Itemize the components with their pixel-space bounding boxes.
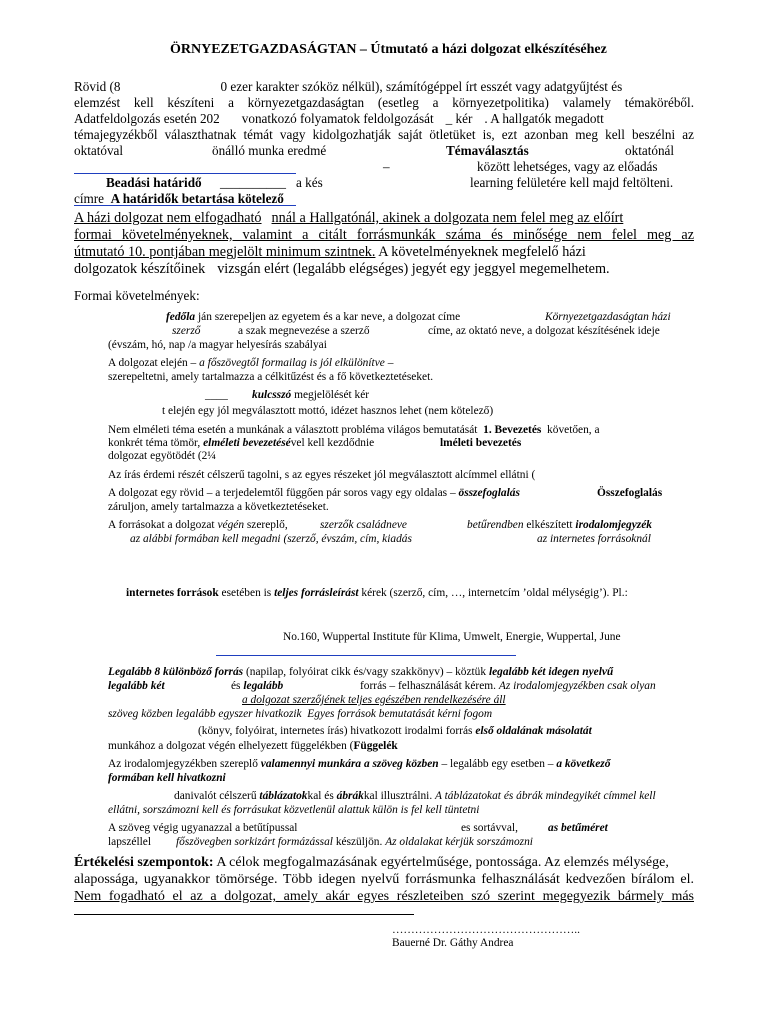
text: kal és (307, 790, 334, 802)
text: internetes források (126, 587, 219, 599)
list-item: dolgozat egyötödét (2¼ (108, 450, 216, 462)
intro-line (74, 111, 604, 126)
blue-underline (216, 655, 516, 656)
text: forrás – felhasználását kérem. (360, 680, 496, 692)
list-item: legalább két (108, 680, 165, 692)
intro-topic-choice: Témaválasztás (446, 143, 529, 158)
text: Adatfeldolgozás esetén 202 (74, 111, 220, 126)
list-item: lapszéllel (108, 836, 152, 848)
text: legalább (243, 680, 284, 692)
text: útmutató 10. pontjában megjelölt minimum szintnek. (74, 244, 376, 260)
list-item (108, 708, 492, 721)
text: megjelölését kér (294, 389, 370, 401)
text: . A hallgatók megadott (484, 111, 604, 126)
text: Az oldalakat kérjük sorszámozni (385, 836, 533, 848)
list-item: Az írás érdemi részét célszerű tagolni, s az egyes részeket jól megválasztott alcímmel ellátni ( (108, 469, 536, 481)
text: danivalót célszerű (174, 790, 257, 802)
signature-name: Bauerné Dr. Gáthy Andrea (392, 937, 514, 949)
text: követően, a (547, 424, 600, 436)
page-title: ÖRNYEZETGAZDASÁGTAN – Útmutató a házi dolgozat elkészítéséhez (170, 42, 607, 57)
text: Értékelési szempontok: (74, 855, 214, 870)
text: Az irodalomjegyzékben csak olyan (498, 680, 656, 692)
list-item: Környezetgazdaságtan házi (545, 311, 671, 323)
blue-underline (74, 205, 296, 206)
list-item: az internetes forrásoknál (537, 533, 651, 545)
list-item: címe, az oktató neve, a dolgozat készítésének ideje (428, 325, 660, 337)
list-item (108, 501, 329, 514)
text: A célok megfogalmazásának egyértelműsége, pontossága. Az elemzés mélysége, (216, 855, 669, 870)
text: összefoglalás (458, 487, 520, 499)
intro-line: elemzést kell készíteni a környezetgazdaságtan (esetleg a környezetpolitika) valamely témaköréből. (74, 95, 694, 110)
text: és (231, 680, 241, 692)
signature-dots: ………………………………………….. (392, 924, 580, 936)
text: szereplő, (246, 519, 288, 531)
text: nnál a Hallgatónál, akinek a dolgozata nem felel meg az előírt (271, 210, 624, 226)
formal-requirements-heading: Formai követelmények: (74, 288, 200, 303)
text: _ kér (445, 111, 473, 126)
list-item (108, 357, 393, 370)
list-item: szerző (172, 325, 201, 337)
list-item: az alábbi formában kell megadni (szerző, évszám, cím, kiadás (130, 533, 412, 545)
intro-line (74, 191, 284, 206)
list-item: a szak megnevezése a szerző (238, 325, 370, 337)
text: Függelék (353, 740, 398, 752)
text: szöveg közben legalább egyszer hivatkozik (108, 708, 302, 720)
text: elméleti bevezetésé (203, 437, 291, 449)
list-item: ellátni, sorszámozni kell és forrásukat közvetlenül alattuk külön is fel kell tüntetni (108, 804, 480, 816)
list-item: lméleti bevezetés (440, 437, 522, 449)
text: vizsgán elért (legalább elégséges) jegyét egy jeggyel megemelhetem. (217, 261, 610, 277)
list-item (108, 740, 398, 753)
evaluation-line: Nem fogadható el az a dolgozat, amely akár egyes részleteiben szó szerint megegyezik bármely más (74, 889, 694, 904)
text: a következő (556, 758, 611, 770)
text: irodalomjegyzék (575, 519, 652, 531)
text: A dolgozat egy rövid – a terjedelemtől függően pár soros vagy egy oldalas – (108, 487, 456, 499)
intro-line: oktatónál (625, 143, 675, 158)
intro-line: – (383, 159, 390, 174)
intro-line: learning felületére kell majd feltölteni. (470, 175, 674, 190)
text: Az irodalomjegyzékben szereplő (108, 758, 258, 770)
text: 0 ezer karakter szóköz nélkül), számítógéppel írt esszét vagy adatgyűjtést és (220, 79, 623, 94)
list-item (108, 437, 374, 450)
text: vonatkozó folyamatok feldolgozását (241, 111, 434, 126)
intro-line: a kés (296, 175, 323, 190)
text: készüljön. (335, 836, 383, 848)
text: címre (74, 191, 105, 206)
text: valamennyi munkára a szöveg közben (260, 758, 439, 770)
text: Nem elméleti téma esetén a munkának a választott probléma világos bemutatását (108, 424, 478, 436)
divider (74, 914, 414, 915)
text: Egyes források bemutatását kérni fogom (307, 708, 493, 720)
text: (könyv, folyóirat, internetes írás) hivatkozott irodalmi forrás (198, 725, 473, 737)
list-item (108, 424, 600, 437)
warning-line: formai követelményeknek, valamint a citált forrásmunkák száma és minősége nem felel meg az (74, 227, 694, 243)
text: – legalább egy esetben – (441, 758, 554, 770)
intro-line: önálló munka eredmé (212, 143, 327, 158)
list-item: No.160, Wuppertal Institute für Klima, Umwelt, Energie, Wuppertal, June (283, 631, 621, 643)
list-item: as betűméret (548, 822, 608, 834)
list-item: a dolgozat szerzőjének teljes egészében rendelkezésére áll (242, 694, 506, 706)
evaluation-line: alapossága, ugyanakkor tömörsége. Több idegen nyelvű forrásmunka felhasználását kedvezően bírálom el. (74, 872, 694, 887)
text: kérek (szerző, cím, …, internetcím ’oldal mélységig’). Pl.: (361, 587, 628, 599)
deadline-mandatory: A határidők betartása kötelező (110, 191, 284, 206)
blue-underline (74, 173, 296, 174)
text: 1. Bevezetés (483, 424, 542, 436)
list-item (126, 587, 628, 600)
warning-line (74, 210, 623, 226)
text: A dolgozat elején – (108, 357, 197, 369)
text: teljes forrásleírást (274, 587, 359, 599)
text: kulcsszó (252, 389, 292, 401)
text: vel kell kezdődnie (290, 437, 375, 449)
text: (napilap, folyóirat cikk és/vagy szakkönyv) – köztük (245, 666, 487, 678)
list-item (108, 666, 613, 679)
text: A forrásokat a dolgozat (108, 519, 215, 531)
list-item (198, 725, 592, 738)
list-item: es sortávval, (461, 822, 518, 834)
list-item (108, 519, 288, 532)
list-item (108, 758, 610, 771)
list-item: Összefoglalás (597, 487, 663, 499)
text: első oldalának másolatát (475, 725, 592, 737)
deadline-label: Beadási határidő (106, 175, 202, 190)
text: elkészített (526, 519, 573, 531)
text: ján szerepeljen az egyetem és a kar neve, a dolgozat címe (197, 311, 461, 323)
text: fedőla (166, 311, 196, 323)
text: A követelményeknek megfelelő házi (378, 244, 586, 260)
text: Rövid (8 (74, 79, 121, 94)
intro-line: között lehetséges, vagy az előadás (477, 159, 658, 174)
list-item (360, 680, 656, 693)
list-item: ____ (205, 389, 228, 401)
warning-line (74, 244, 586, 260)
text: A táblázatokat és ábrák mindegyikét címmel kell (435, 790, 656, 802)
intro-line (74, 79, 622, 94)
text: konkrét téma tömör, (108, 437, 201, 449)
list-item: szerzők családneve (320, 519, 407, 531)
text: A házi dolgozat nem elfogadható (74, 210, 262, 226)
text: betűrendben (467, 519, 524, 531)
text: a főszövegtől formailag is jól elkülönítve (199, 357, 385, 369)
warning-line (74, 261, 610, 277)
list-item: (évszám, hó, nap /a magyar helyesírás szabályai (108, 339, 327, 351)
text: táblázatok (259, 790, 308, 802)
intro-line: oktatóval (74, 143, 124, 158)
list-item (108, 487, 520, 500)
text: – (387, 357, 394, 369)
list-item (176, 836, 533, 849)
text: végén (217, 519, 245, 531)
list-item: szerepeltetni, amely tartalmazza a célkitűzést és a fő következtetéseket. (108, 371, 434, 383)
text: kal illusztrálni. (363, 790, 433, 802)
list-item: formában kell hivatkozni (108, 772, 226, 784)
text: ábrák (336, 790, 364, 802)
list-item (166, 311, 460, 324)
list-item: A szöveg végig ugyanazzal a betűtípussal (108, 822, 298, 834)
text: főszövegben sorkizárt formázással (176, 836, 333, 848)
text: dolgozatok készítőinek (74, 261, 206, 277)
list-item (174, 790, 656, 803)
text: esetében is (221, 587, 272, 599)
evaluation-line (74, 855, 669, 871)
text: munkához a dolgozat végén elhelyezett függelékben ( (108, 740, 354, 752)
list-item (231, 680, 283, 693)
text: jon, amely tartalmazza a következtetéseket. (130, 501, 329, 513)
text: Legalább 8 különböző forrás (108, 666, 244, 678)
text: legalább két idegen nyelvű (488, 666, 614, 678)
list-item: t elején egy jól megválasztott mottó, idézet hasznos lehet (nem kötelező) (162, 405, 494, 417)
text: zárul (108, 501, 131, 513)
intro-line: témajegyzékből választhatnak témát vagy kidolgozhatják saját ötletüket is, ezt azonban meg kell beszélni az (74, 127, 694, 142)
list-item (252, 389, 369, 402)
list-item (467, 519, 652, 532)
deadline-blank: __________ (220, 175, 286, 190)
